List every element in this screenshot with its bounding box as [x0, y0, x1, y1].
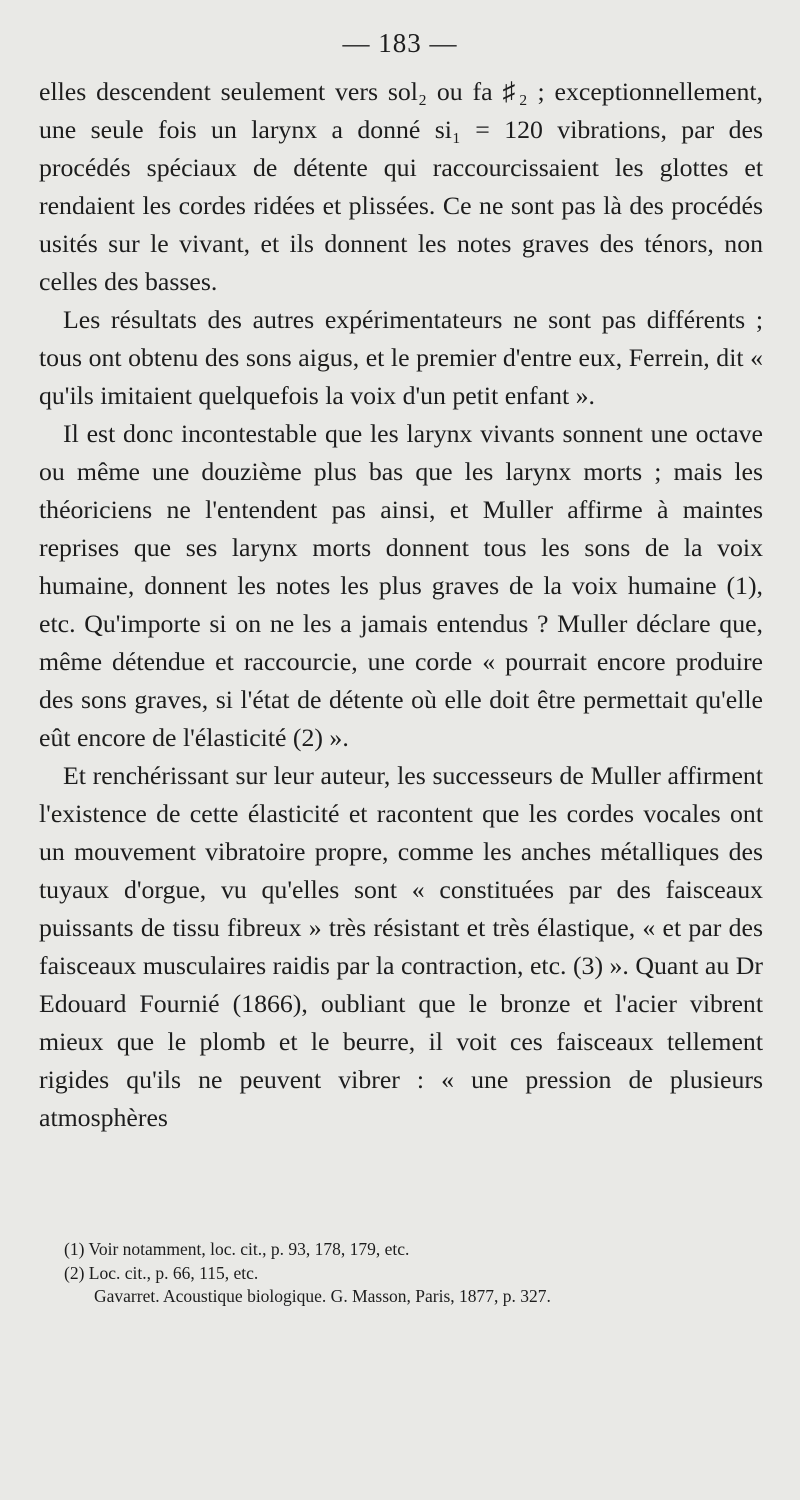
- body-text: [39, 73, 763, 1137]
- paragraph-1: elles descendent seulement vers sol₂ ou fa ♯₂ ; exceptionnellement, une seule fois un larynx a donné si₁ = 120 vibrations, par des procédés spéciaux de détente qui raccourcissaient les glottes et rendaient les cordes ridées et plissées. Ce ne sont pas là des procédés usités sur le vivant, et ils donnent les notes graves des ténors, non celles des basses.: [39, 77, 763, 296]
- paragraph-3: Il est donc incontestable que les larynx vivants sonnent une octave ou même une douzième plus bas que les larynx morts ; mais les théoriciens ne l'entendent pas ainsi, et Muller affirme à maintes reprises que ses larynx morts donnent tous les sons de la voix humaine, donnent les notes les plus graves de la voix humaine (1), etc. Qu'importe si on ne les a jamais entendus ? Muller déclare que, même détendue et raccourcie, une corde « pourrait encore produire des sons graves, si l'état de détente où elle doit être permettait qu'elle eût encore de l'élasticité (2) ».: [39, 419, 763, 752]
- page-number: — 183 —: [342, 28, 458, 58]
- paragraph-2: Les résultats des autres expérimentateurs ne sont pas différents ; tous ont obtenu des sons aigus, et le premier d'entre eux, Ferrein, dit « qu'ils imitaient quelquefois la voix d'un petit enfant ».: [39, 305, 763, 410]
- footnote-2-reference: Gavarret. Acoustique biologique. G. Masson, Paris, 1877, p. 327.: [94, 1286, 551, 1306]
- paragraph-4: Et renchérissant sur leur auteur, les successeurs de Muller affirment l'existence de cette élasticité et racontent que les cordes vocales ont un mouvement vibratoire propre, comme les anches métalliques des tuyaux d'orgue, vu qu'elles sont « constituées par des faisceaux puissants de tissu fibreux » très résistant et très élastique, « et par des faisceaux musculaires raidis par la contraction, etc. (3) ». Quant au Dr Edouard Fournié (1866), oubliant que le bronze et l'acier vibrent mieux que le plomb et le beurre, il voit ces faisceaux tellement rigides qu'ils ne peuvent vibrer : « une pression de plusieurs atmosphères: [39, 761, 763, 1132]
- footnotes: [64, 1238, 744, 1309]
- footnote-2: (2) Loc. cit., p. 66, 115, etc.: [64, 1262, 259, 1283]
- footnote-1: (1) Voir notamment, loc. cit., p. 93, 178, 179, etc.: [64, 1239, 410, 1259]
